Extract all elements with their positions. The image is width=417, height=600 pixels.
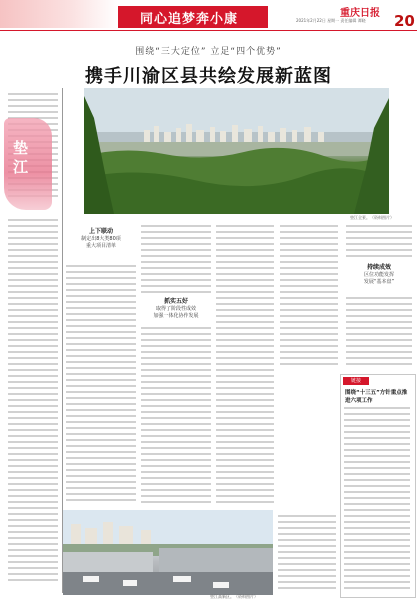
industrial-photo-caption: 垫江高新区。（资料图片） bbox=[210, 594, 258, 599]
subhead-3 bbox=[346, 262, 412, 285]
masthead bbox=[0, 0, 417, 30]
subhead-1 bbox=[66, 226, 136, 249]
section-label: 垫江 bbox=[11, 140, 29, 178]
sidebar-heading: 围绕“十三五”方针重点推进六项工作 bbox=[345, 390, 408, 404]
column-6-text bbox=[346, 222, 414, 372]
column-5-bottom-text bbox=[278, 512, 338, 596]
masthead-decoration bbox=[0, 0, 118, 28]
page-number: 20 bbox=[394, 12, 415, 30]
slogan: 同心追梦奔小康 bbox=[140, 12, 239, 27]
date-line: 2021年2月22日 星期一 责任编辑 谭晓 bbox=[296, 18, 366, 23]
sidebar-tag: 链接 bbox=[343, 377, 369, 385]
city-panorama-illustration bbox=[84, 88, 389, 214]
industrial-park-photo bbox=[63, 510, 273, 595]
photo-caption: 垫江全景。（资料图片） bbox=[350, 215, 394, 220]
subhead-1-subtitle: 制定出8大类80项 重大项目清单 bbox=[81, 236, 121, 249]
column-4-text bbox=[216, 222, 340, 510]
subhead-2-title: 抓实五好 bbox=[163, 298, 188, 305]
main-photo bbox=[84, 88, 389, 214]
subhead-3-title: 持续成效 bbox=[366, 264, 391, 271]
sidebar-text bbox=[344, 404, 412, 594]
industrial-park-illustration bbox=[63, 510, 273, 595]
column-2-text bbox=[66, 222, 138, 504]
paper-name: 重庆日报 bbox=[340, 8, 380, 19]
subhead-2 bbox=[141, 296, 211, 319]
subhead-3-subtitle: 区位功能发挥 发展“基本盘” bbox=[363, 272, 395, 285]
kicker: 围绕“三大定位” 立足“四个优势” bbox=[135, 47, 282, 57]
subhead-2-subtitle: 取得了阶段性成效 加强一体化协作发展 bbox=[153, 306, 199, 319]
subhead-1-title: 上下联动 bbox=[88, 228, 113, 235]
masthead-rule bbox=[0, 30, 417, 31]
headline: 携手川渝区县共绘发展新蓝图 bbox=[85, 66, 332, 87]
column-3-text bbox=[141, 222, 213, 504]
